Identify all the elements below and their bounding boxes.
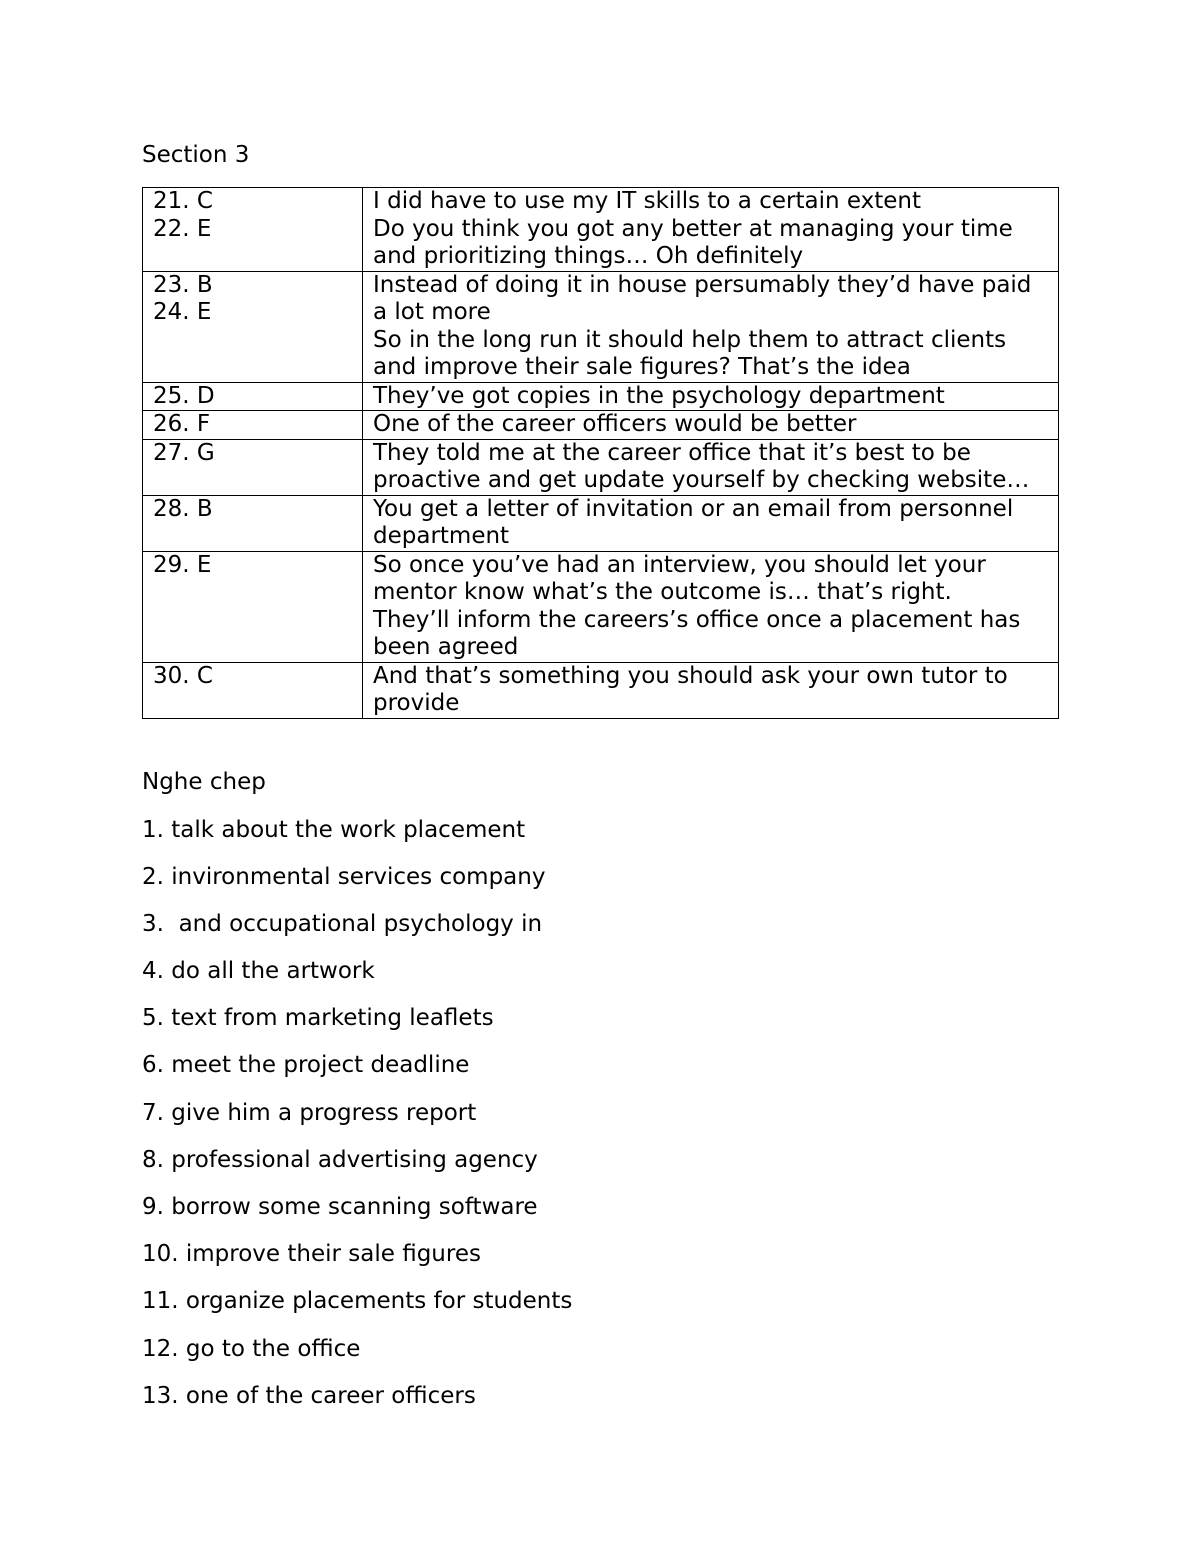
transcript-line: They’ll inform the careers’s office once a placement has	[373, 606, 1021, 633]
list-item: 13. one of the career officers	[142, 1382, 476, 1409]
list-item: 12. go to the office	[142, 1335, 361, 1362]
note-cell	[363, 495, 1059, 551]
answer-key: 30. C	[153, 662, 213, 689]
answer-table-body	[143, 188, 1059, 719]
transcript-line: So in the long run it should help them to attract clients	[373, 326, 1007, 353]
note-cell	[363, 662, 1059, 718]
table-row	[143, 662, 1059, 718]
answer-cell	[143, 271, 363, 382]
document-page	[142, 140, 1059, 1428]
answer-cell	[143, 382, 363, 411]
list-item: 11. organize placements for students	[142, 1288, 573, 1315]
transcript-line: Instead of doing it in house persumably they’d have paid	[373, 271, 1032, 298]
answer-cell	[143, 662, 363, 718]
transcript-line: a lot more	[373, 299, 491, 325]
note-cell	[363, 188, 1059, 272]
list-item: 9. borrow some scanning software	[142, 1194, 538, 1220]
note-cell	[363, 551, 1059, 662]
answer-key: 29. E	[153, 551, 212, 578]
dictation-title: Nghe chep	[142, 768, 266, 795]
answer-cell	[143, 495, 363, 551]
transcript-line: mentor know what’s the outcome is… that’s right.	[373, 579, 952, 605]
list-item: 5. text from marketing leaflets	[142, 1005, 494, 1032]
transcript-line: You get a letter of invitation or an email from personnel	[373, 495, 1014, 522]
transcript-line: been agreed	[373, 634, 519, 660]
transcript-line: provide	[373, 690, 460, 716]
note-cell	[363, 411, 1059, 440]
answer-key: 22. E	[153, 215, 212, 242]
table-row	[143, 411, 1059, 440]
transcript-line: They’ve got copies in the psychology department	[373, 382, 945, 409]
transcript-line: proactive and get update yourself by checking website…	[373, 467, 1030, 493]
table-row	[143, 382, 1059, 411]
transcript-line: department	[373, 523, 510, 549]
note-cell	[363, 271, 1059, 382]
table-row	[143, 188, 1059, 272]
list-item: 10. improve their sale figures	[142, 1241, 481, 1268]
answer-key: 23. B	[153, 271, 213, 298]
answer-key: 28. B	[153, 495, 213, 522]
answer-cell	[143, 439, 363, 495]
list-item: 1. talk about the work placement	[142, 816, 526, 843]
answer-key: 27. G	[153, 439, 215, 466]
list-item: 2. invironmental services company	[142, 863, 546, 890]
table-row	[143, 495, 1059, 551]
list-item: 3. and occupational psychology in	[142, 910, 543, 937]
table-row	[143, 551, 1059, 662]
list-item: 6. meet the project deadline	[142, 1052, 470, 1079]
answer-key: 24. E	[153, 299, 212, 325]
answer-key: 26. F	[153, 411, 211, 437]
transcript-line: and prioritizing things… Oh definitely	[373, 243, 804, 269]
list-item: 8. professional advertising agency	[142, 1146, 538, 1173]
list-item: 7. give him a progress report	[142, 1099, 477, 1126]
transcript-line: So once you’ve had an interview, you should let your	[373, 551, 986, 578]
answer-table	[142, 187, 1059, 719]
table-row	[143, 271, 1059, 382]
section-title: Section 3	[142, 142, 250, 168]
note-cell	[363, 382, 1059, 411]
table-row	[143, 439, 1059, 495]
note-cell	[363, 439, 1059, 495]
answer-key: 21. C	[153, 188, 213, 214]
transcript-line: and improve their sale figures? That’s the idea	[373, 354, 911, 380]
transcript-line: Do you think you got any better at managing your time	[373, 215, 1013, 242]
transcript-line: I did have to use my IT skills to a certain extent	[373, 188, 921, 214]
list-item: 4. do all the artwork	[142, 958, 375, 985]
dictation-list	[142, 815, 1059, 1411]
transcript-line: And that’s something you should ask your own tutor to	[373, 662, 1008, 689]
answer-cell	[143, 551, 363, 662]
transcript-line: They told me at the career office that it’s best to be	[373, 439, 971, 466]
answer-cell	[143, 188, 363, 272]
answer-cell	[143, 411, 363, 440]
transcript-line: One of the career officers would be better	[373, 411, 857, 437]
answer-key: 25. D	[153, 382, 215, 409]
